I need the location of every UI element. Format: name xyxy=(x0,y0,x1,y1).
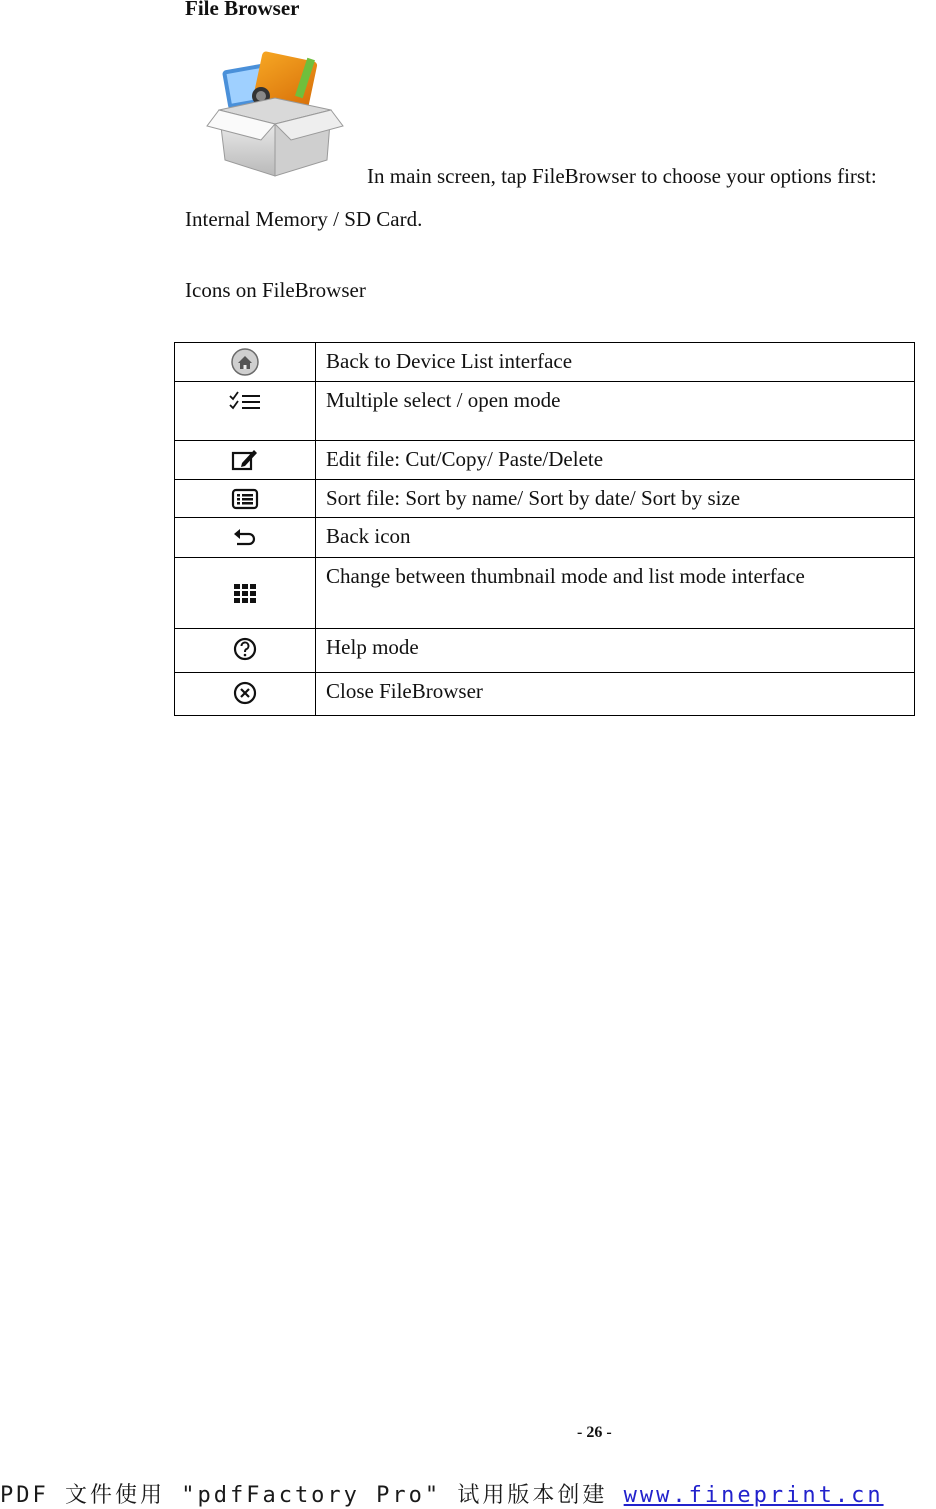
intro-text-line1: In main screen, tap FileBrowser to choose your options first: xyxy=(367,164,877,188)
footer-text: PDF 文件使用 "pdfFactory Pro" 试用版本创建 xyxy=(0,1483,624,1508)
sort-list-icon xyxy=(230,487,260,511)
table-row xyxy=(175,382,915,441)
icons-table xyxy=(174,342,915,716)
close-icon xyxy=(232,680,258,706)
description-cell: Help mode xyxy=(316,629,915,673)
file-browser-app-icon[interactable] xyxy=(205,44,345,184)
icons-heading: Icons on FileBrowser xyxy=(185,278,366,302)
description-cell: Back to Device List interface xyxy=(316,343,915,382)
grid-icon xyxy=(232,582,258,604)
description-cell: Sort file: Sort by name/ Sort by date/ Sort by size xyxy=(316,480,915,518)
description-cell: Edit file: Cut/Copy/ Paste/Delete xyxy=(316,441,915,480)
table-row xyxy=(175,558,915,629)
back-arrow-icon xyxy=(231,526,259,550)
description-cell: Close FileBrowser xyxy=(316,673,915,716)
home-icon xyxy=(230,347,260,377)
table-row xyxy=(175,518,915,558)
table-row xyxy=(175,343,915,382)
description-cell: Back icon xyxy=(316,518,915,558)
section-title: File Browser xyxy=(185,0,300,20)
page-number: - 26 - xyxy=(577,1424,612,1441)
intro-text-line2: Internal Memory / SD Card. xyxy=(185,207,423,231)
table-row xyxy=(175,441,915,480)
footer-link[interactable]: www.fineprint.cn xyxy=(623,1483,884,1508)
table-row xyxy=(175,673,915,716)
help-icon xyxy=(232,636,258,662)
table-row xyxy=(175,480,915,518)
description-cell: Change between thumbnail mode and list mode interface xyxy=(316,558,915,629)
table-row xyxy=(175,629,915,673)
edit-icon xyxy=(230,447,260,473)
multi-select-icon xyxy=(228,390,262,414)
description-cell: Multiple select / open mode xyxy=(316,382,915,441)
footer-watermark xyxy=(0,1478,884,1509)
